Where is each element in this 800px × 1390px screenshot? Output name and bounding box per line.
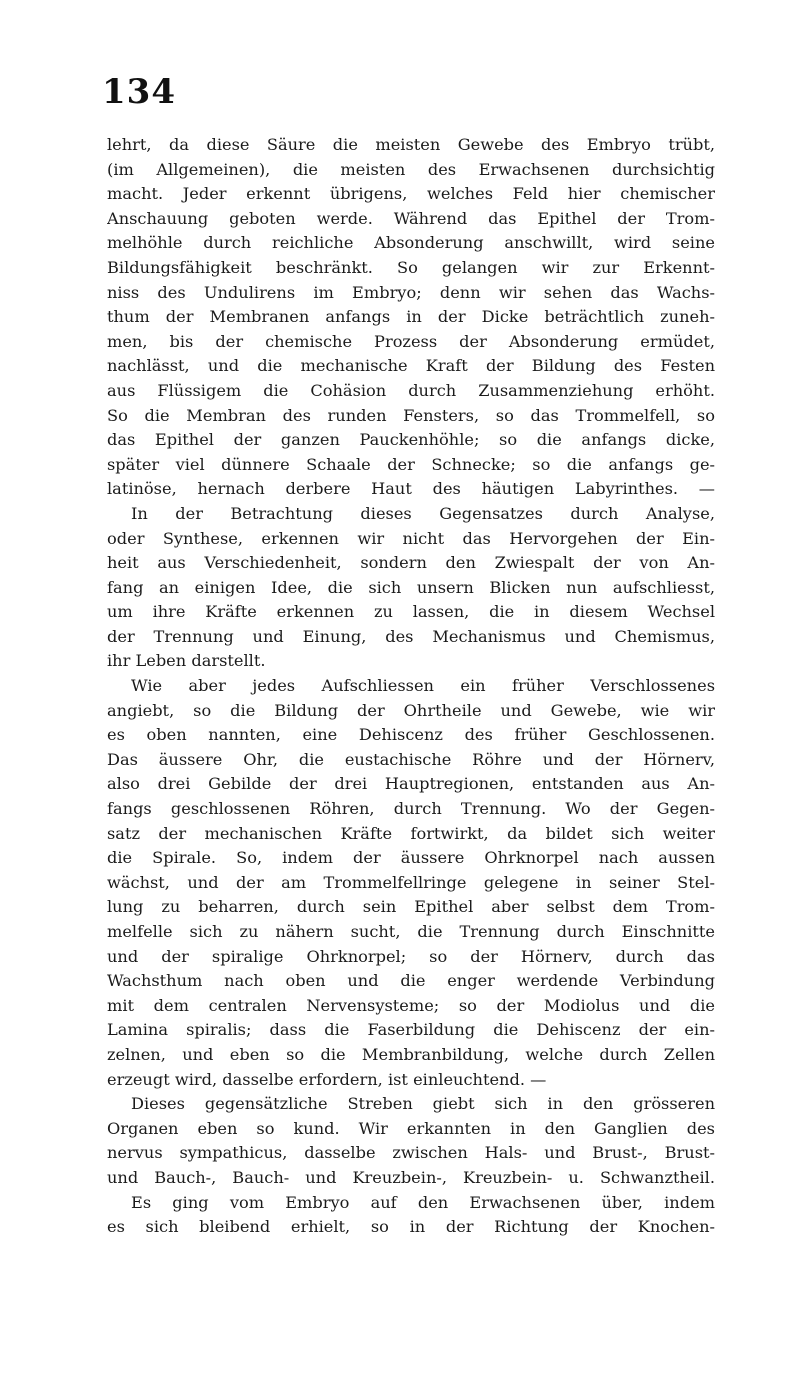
text-line: Das äussere Ohr, die eustachische Röhre und der Hörnerv, xyxy=(107,749,715,769)
text-line: Wachsthum nach oben und die enger werdende Verbindung xyxy=(107,971,715,991)
text-line: das Epithel der ganzen Pauckenhöhle; so die anfangs dicke, xyxy=(107,430,715,450)
text-line: Organen eben so kund. Wir erkannten in den Ganglien des xyxy=(107,1118,715,1138)
text-line: thum der Membranen anfangs in der Dicke beträchtlich zuneh- xyxy=(107,307,715,327)
text-line: latinöse, hernach derbere Haut des häutigen Labyrinthes. — xyxy=(107,479,715,499)
text-line: und Bauch-, Bauch- und Kreuzbein-, Kreuzbein- u. Schwanztheil. xyxy=(107,1167,715,1187)
text-line: fang an einigen Idee, die sich unsern Blicken nun aufschliesst, xyxy=(107,577,715,597)
text-line: lung zu beharren, durch sein Epithel aber selbst dem Trom- xyxy=(107,897,715,917)
text-line: wächst, und der am Trommelfellringe gelegene in seiner Stel- xyxy=(107,872,715,892)
text-line: lehrt, da diese Säure die meisten Gewebe des Embryo trübt, xyxy=(107,135,715,154)
text-line: und der spiralige Ohrknorpel; so der Hörnerv, durch das xyxy=(107,946,715,966)
text-line: Anschauung geboten werde. Während das Epithel der Trom- xyxy=(107,208,715,228)
text-line: (im Allgemeinen), die meisten des Erwachsenen durchsichtig xyxy=(107,159,715,179)
text-line: zelnen, und eben so die Membranbildung, welche durch Zellen xyxy=(107,1044,715,1064)
text-line: So die Membran des runden Fensters, so das Trommelfell, so xyxy=(107,405,715,425)
text-line: heit aus Verschiedenheit, sondern den Zwiespalt der von An- xyxy=(107,553,715,573)
text-line: es sich bleibend erhielt, so in der Richtung der Knochen- xyxy=(107,1217,715,1237)
text-line: nervus sympathicus, dasselbe zwischen Hals- und Brust-, Brust- xyxy=(107,1143,715,1163)
text-line: melhöhle durch reichliche Absonderung anschwillt, wird seine xyxy=(107,233,715,253)
paragraph-end: ihr Leben darstellt. xyxy=(107,651,266,671)
text-line: niss des Undulirens im Embryo; denn wir sehen das Wachs- xyxy=(107,282,715,302)
text-line: es oben nannten, eine Dehiscenz des früher Geschlossenen. xyxy=(107,725,715,745)
text-line: der Trennung und Einung, des Mechanismus und Chemismus, xyxy=(107,626,715,646)
text-line: um ihre Kräfte erkennen zu lassen, die in diesem Wechsel xyxy=(107,602,715,622)
text-line: nachlässt, und die mechanische Kraft der Bildung des Festen xyxy=(107,356,715,376)
text-line: men, bis der chemische Prozess der Absonderung ermüdet, xyxy=(107,331,715,351)
text-line: satz der mechanischen Kräfte fortwirkt, da bildet sich weiter xyxy=(107,823,715,843)
text-line: aus Flüssigem die Cohäsion durch Zusammenziehung erhöht. xyxy=(107,380,715,400)
paragraph-start: In der Betrachtung dieses Gegensatzes durch Analyse, xyxy=(131,503,715,523)
text-line: macht. Jeder erkennt übrigens, welches Feld hier chemischer xyxy=(107,184,715,204)
paragraph-end: erzeugt wird, dasselbe erfordern, ist einleuchtend. — xyxy=(107,1069,547,1089)
text-line: die Spirale. So, indem der äussere Ohrknorpel nach aussen xyxy=(107,848,715,868)
text-line: melfelle sich zu nähern sucht, die Trennung durch Einschnitte xyxy=(107,922,715,941)
text-line: also drei Gebilde der drei Hauptregionen, entstanden aus An- xyxy=(107,774,715,794)
text-line: angiebt, so die Bildung der Ohrtheile und Gewebe, wie wir xyxy=(107,700,715,720)
paragraph-start: Es ging vom Embryo auf den Erwachsenen über, indem xyxy=(131,1192,715,1212)
text-line: später viel dünnere Schaale der Schnecke; so die anfangs ge- xyxy=(107,454,715,474)
text-line: fangs geschlossenen Röhren, durch Trennung. Wo der Gegen- xyxy=(107,799,715,819)
text-line: Bildungsfähigkeit beschränkt. So gelangen wir zur Erkennt- xyxy=(107,257,715,277)
text-line: Lamina spiralis; dass die Faserbildung die Dehiscenz der ein- xyxy=(107,1020,715,1040)
page-number: 134 xyxy=(102,72,176,112)
text-line: oder Synthese, erkennen wir nicht das Hervorgehen der Ein- xyxy=(107,528,715,548)
text-line: mit dem centralen Nervensysteme; so der Modiolus und die xyxy=(107,995,715,1015)
body-text xyxy=(107,133,715,1240)
paragraph-start: Wie aber jedes Aufschliessen ein früher Verschlossenes xyxy=(131,676,715,696)
paragraph-start: Dieses gegensätzliche Streben giebt sich in den grösseren xyxy=(131,1094,715,1114)
